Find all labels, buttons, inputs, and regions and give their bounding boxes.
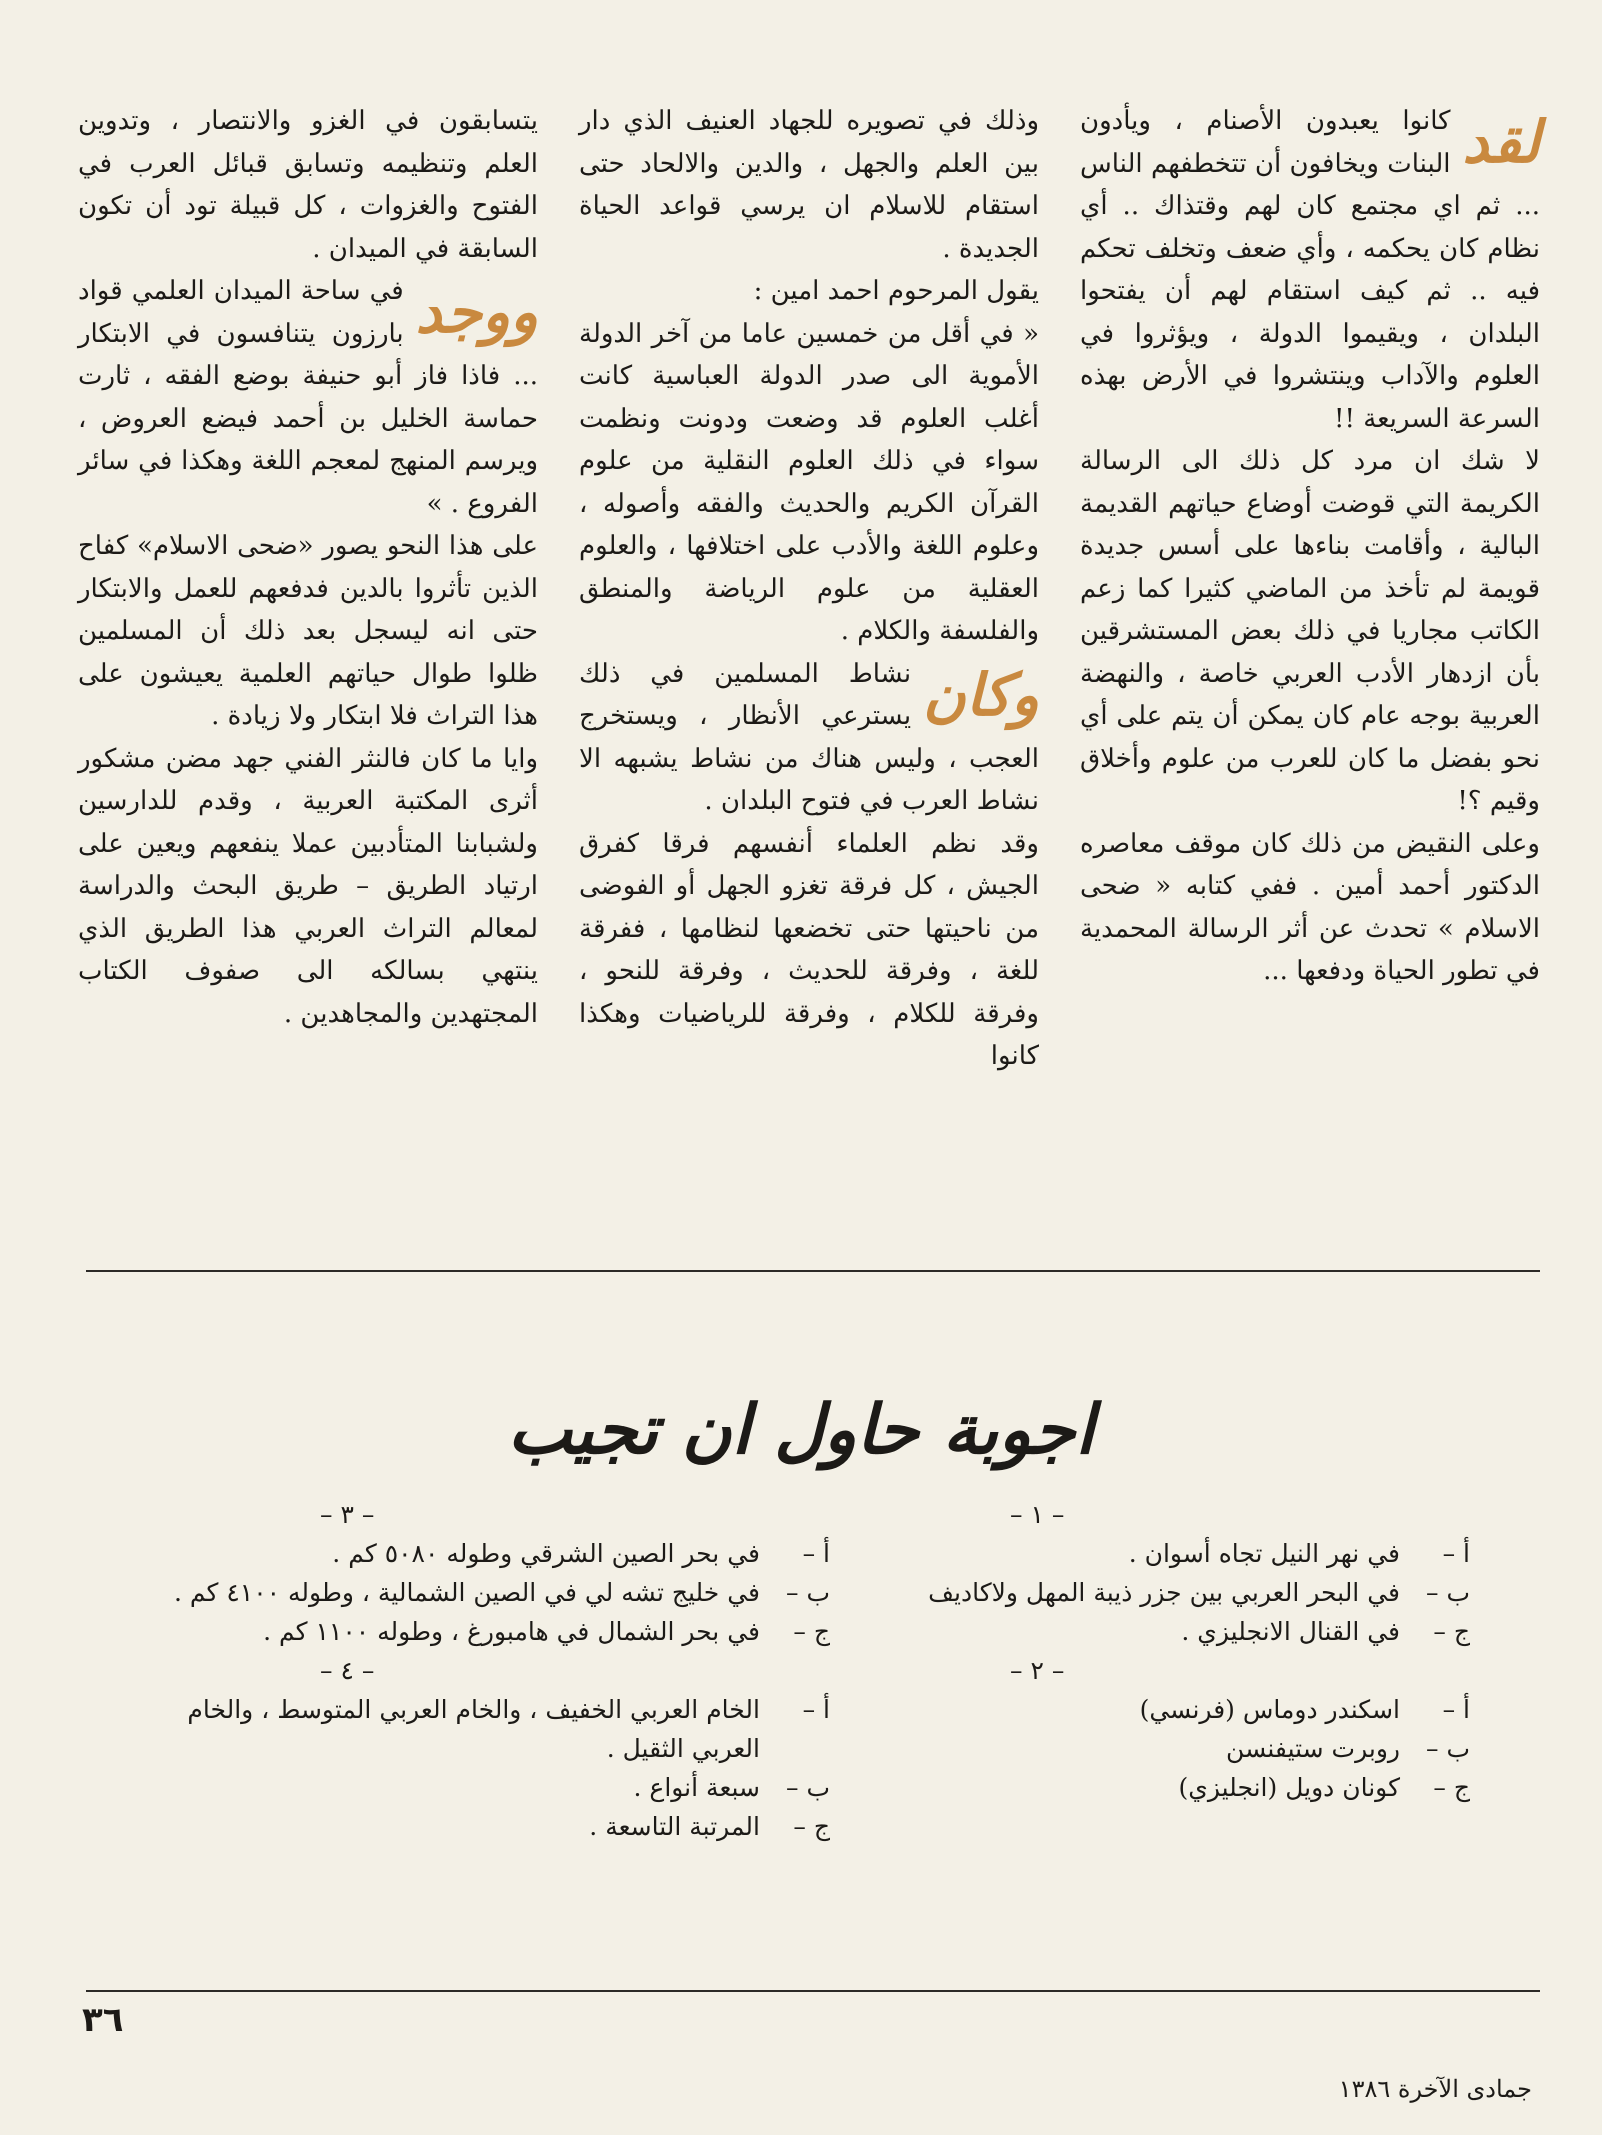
answer-item [910, 1690, 1470, 1729]
answer-item [910, 1612, 1470, 1651]
drop-cap-word: لقد [1462, 108, 1540, 176]
paragraph: وذلك في تصويره للجهاد العنيف الذي دار بين العلم والجهل ، والدين والالحاد حتى استقام للاسلام ان يرسي قواعد الحياة الجديدة . [579, 106, 1039, 264]
paragraph: لا شك ان مرد كل ذلك الى الرسالة الكريمة التي قوضت أوضاع حياتهم القديمة البالية ، وأقامت بناءها على أسس جديدة قويمة لم تأخذ من الماضي كثيرا كما زعم الكاتب مجاريا في ذلك بعض المستشرقين بأن ازدهار الأدب العربي خاصة ، والنهضة العربية بوجه عام كان يمكن أن يتم على أي نحو بفضل ما كان للعرب من علوم وأخلاق وقيم ؟! [1080, 446, 1540, 816]
answer-text: اسكندر دوماس (فرنسي) [1139, 1695, 1400, 1724]
answer-text: المرتبة التاسعة . [589, 1812, 760, 1841]
answer-text: في القنال الانجليزي . [1181, 1617, 1400, 1646]
answer-text: الخام العربي الخفيف ، والخام العربي المتوسط ، والخام العربي الثقيل . [187, 1695, 760, 1763]
answer-letter: أ – [802, 1695, 830, 1724]
answer-item [130, 1573, 830, 1612]
article-column-3 [78, 100, 538, 1200]
answer-letter: ج – [793, 1812, 830, 1841]
quote-paragraph: « في أقل من خمسين عاما من آخر الدولة الأموية الى صدر الدولة العباسية كانت أغلب العلوم قد وضعت ودونت ونظمت سواء في ذلك العلوم النقلية من علوم القرآن الكريم والحديث والفقه وأصوله ، وعلوم اللغة والأدب على اختلافها ، والعلوم العقلية من علوم الرياضة والمنطق والفلسفة والكلام . [579, 318, 1039, 646]
drop-cap-word: ووجد [415, 278, 538, 346]
answer-item [910, 1768, 1470, 1807]
answer-item [910, 1573, 1470, 1612]
paragraph: كانوا يعبدون الأصنام ، ويأدون البنات ويخافون أن تتخطفهم الناس ... ثم اي مجتمع كان لهم وقتذاك .. أي نظام كان يحكمه ، وأي ضعف وتخلف تحكم فيه .. ثم كيف استقام لهم أن يفتحوا البلدان ، ويقيموا الدولة ، ويؤثروا في العلوم والآداب وينتشروا في الأرض بهذه السرعة السريعة !! [1080, 106, 1540, 434]
answer-letter: ب – [786, 1773, 830, 1802]
answer-letter: أ – [1442, 1695, 1470, 1724]
answer-number: – ٣ – [320, 1500, 375, 1529]
issue-date: جمادى الآخرة ١٣٨٦ [1338, 2075, 1532, 2103]
answer-text: كونان دويل (انجليزي) [1178, 1773, 1400, 1802]
answers-section [130, 1495, 1470, 1935]
answer-letter: ج – [1433, 1617, 1470, 1646]
answer-item [130, 1768, 830, 1807]
divider-rule [86, 1270, 1540, 1272]
answer-text: روبرت ستيفنسن [1226, 1734, 1400, 1763]
answer-item [130, 1534, 830, 1573]
page-number: ٣٦ [82, 2000, 124, 2040]
answer-text: في بحر الصين الشرقي وطوله ٥٠٨٠ كم . [332, 1539, 760, 1568]
answer-letter: أ – [802, 1539, 830, 1568]
paragraph: في ساحة الميدان العلمي قواد بارزون يتنافسون في الابتكار ... فاذا فاز أبو حنيفة بوضع الفقه ، ثارت حماسة الخليل بن أحمد فيضع العروض ، ويرسم المنهج لمعجم اللغة وهكذا في سائر الفروع . » [78, 276, 538, 519]
paragraph: وقد نظم العلماء أنفسهم فرقا كفرق الجيش ، كل فرقة تغزو الجهل أو الفوضى من ناحيتها حتى تخضعها لنظامها ، ففرقة للغة ، وفرقة للحديث ، وفرقة للنحو ، وفرقة للكلام ، وفرقة للرياضيات وهكذا كانوا [579, 828, 1039, 1071]
answer-letter: أ – [1442, 1539, 1470, 1568]
paragraph: على هذا النحو يصور «ضحى الاسلام» كفاح الذين تأثروا بالدين فدفعهم للعمل والابتكار حتى انه ليسجل بعد ذلك أن المسلمين ظلوا طوال حياتهم العلمية يعيشون على هذا التراث فلا ابتكار ولا زيادة . [78, 531, 538, 731]
paragraph: وعلى النقيض من ذلك كان موقف معاصره الدكتور أحمد أمين . ففي كتابه « ضحى الاسلام » تحدث عن أثر الرسالة المحمدية في تطور الحياة ودفعها ... [1080, 828, 1540, 986]
paragraph: يقول المرحوم احمد امين : [753, 276, 1039, 306]
answer-item [910, 1534, 1470, 1573]
answer-letter: ج – [793, 1617, 830, 1646]
answer-text: في البحر العربي بين جزر ذيبة المهل ولاكاديف [928, 1578, 1400, 1607]
divider-rule [86, 1990, 1540, 1992]
answer-text: في نهر النيل تجاه أسوان . [1128, 1539, 1400, 1568]
answer-number: – ١ – [1010, 1500, 1065, 1529]
answers-section-title: اجوبة حاول ان تجيب [507, 1390, 1095, 1470]
answer-letter: ب – [1426, 1578, 1470, 1607]
paragraph: يتسابقون في الغزو والانتصار ، وتدوين العلم وتنظيمه وتسابق قبائل العرب في الفتوح والغزوات ، كل قبيلة تود أن تكون السابقة في الميدان . [78, 106, 538, 264]
answer-text: في بحر الشمال في هامبورغ ، وطوله ١١٠٠ كم . [263, 1617, 760, 1646]
answer-number: – ٤ – [320, 1656, 375, 1685]
answer-letter: ب – [1426, 1734, 1470, 1763]
answers-column-left [130, 1495, 830, 1935]
answer-item [130, 1612, 830, 1651]
answer-letter: ج – [1433, 1773, 1470, 1802]
answer-item [910, 1729, 1470, 1768]
answer-text: سبعة أنواع . [633, 1773, 760, 1802]
answers-column-right [910, 1495, 1470, 1935]
answer-number: – ٢ – [1010, 1656, 1065, 1685]
answer-text: في خليج تشه لي في الصين الشمالية ، وطوله ٤١٠٠ كم . [173, 1578, 760, 1607]
article-column-2 [579, 100, 1039, 1200]
article-columns [78, 100, 1540, 1200]
answer-letter: ب – [786, 1578, 830, 1607]
paragraph: وايا ما كان فالنثر الفني جهد مضن مشكور أثرى المكتبة العربية ، وقدم للدارسين ولشبابنا المتأدبين عملا ينفعهم ويعين على ارتياد الطريق – طريق البحث والدراسة لمعالم التراث العربي هذا الطريق الذي ينتهي بسالكه الى صفوف الكتاب المجتهدين والمجاهدين . [78, 743, 538, 1029]
answer-item [130, 1690, 830, 1768]
answer-item [130, 1807, 830, 1846]
paragraph: نشاط المسلمين في ذلك يسترعي الأنظار ، ويستخرج العجب ، وليس هناك من نشاط يشبهه الا نشاط العرب في فتوح البلدان . [579, 658, 1039, 816]
article-column-1 [1080, 100, 1540, 1200]
drop-cap-word: وكان [923, 660, 1039, 729]
